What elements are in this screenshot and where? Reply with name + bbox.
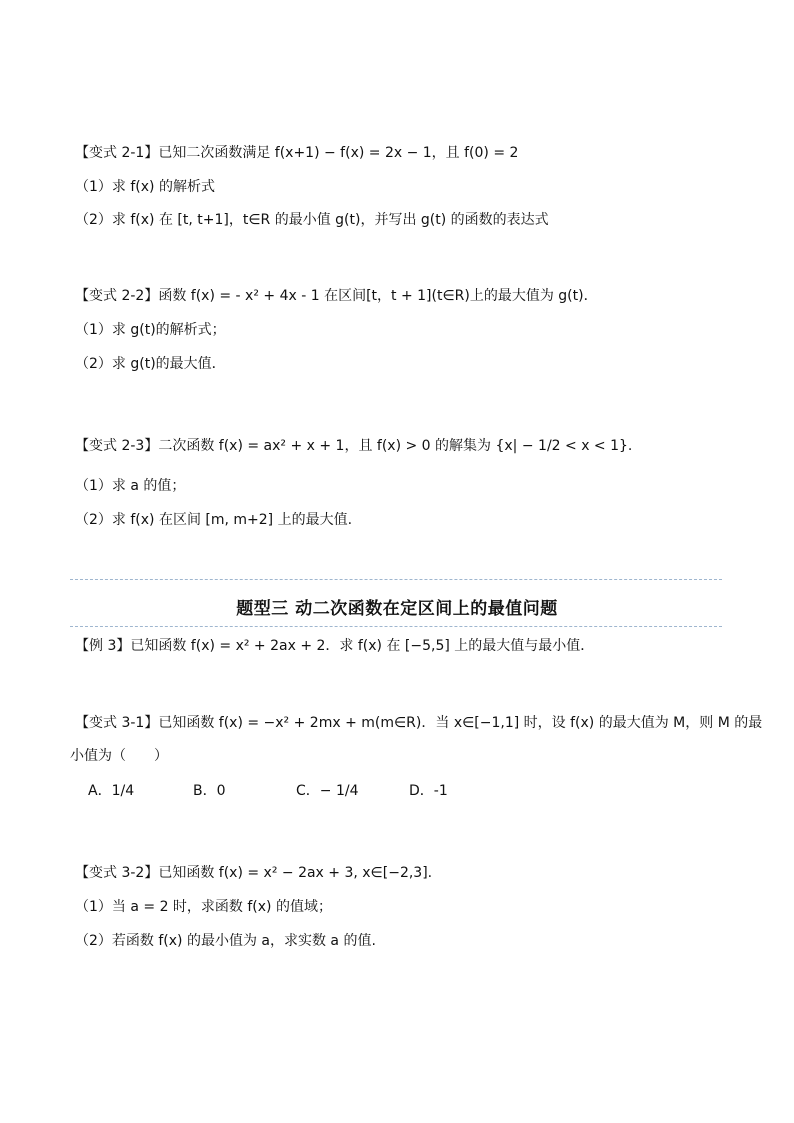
section-title: 题型三 动二次函数在定区间上的最值问题 <box>236 599 558 619</box>
variant-2-3-stem: 【变式 2-3】二次函数 f(x) = ax² + x + 1，且 f(x) > 0 的解集为 {x| − 1/2 < x < 1}. <box>75 438 633 454</box>
option-a: A．1/4 <box>88 783 135 799</box>
variant-3-1-stem-continued: 小值为（ ） <box>70 748 168 764</box>
variant-3-2-question-1: （1）当 a = 2 时，求函数 f(x) 的值域； <box>75 899 332 915</box>
variant-2-1-question-1: （1）求 f(x) 的解析式 <box>75 179 215 195</box>
variant-2-3-question-1: （1）求 a 的值； <box>75 478 186 494</box>
option-d: D．-1 <box>409 783 448 799</box>
example-3-stem: 【例 3】已知函数 f(x) = x² + 2ax + 2．求 f(x) 在 [−5,5] 上的最大值与最小值． <box>75 638 595 654</box>
variant-2-2-question-1: （1）求 g(t)的解析式； <box>75 322 226 338</box>
variant-3-2-question-2: （2）若函数 f(x) 的最小值为 a，求实数 a 的值. <box>75 933 376 949</box>
variant-2-2-question-2: （2）求 g(t)的最大值． <box>75 356 226 372</box>
section-divider-top <box>70 579 722 580</box>
section-divider-bottom <box>70 626 722 627</box>
variant-2-3-question-2: （2）求 f(x) 在区间 [m, m+2] 上的最大值. <box>75 512 353 528</box>
variant-2-1-question-2: （2）求 f(x) 在 [t, t+1]，t∈R 的最小值 g(t)，并写出 g(t) 的函数的表达式 <box>75 212 549 228</box>
variant-2-1-stem: 【变式 2-1】已知二次函数满足 f(x+1) − f(x) = 2x − 1，且 f(0) = 2 <box>75 145 519 161</box>
variant-2-2-stem: 【变式 2-2】函数 f(x) = - x² + 4x - 1 在区间[t，t + 1](t∈R)上的最大值为 g(t)． <box>75 288 598 304</box>
variant-3-2-stem: 【变式 3-2】已知函数 f(x) = x² − 2ax + 3, x∈[−2,3]. <box>75 865 433 881</box>
option-c: C．− 1/4 <box>296 783 359 799</box>
variant-3-1-stem: 【变式 3-1】已知函数 f(x) = −x² + 2mx + m(m∈R)．当 x∈[−1,1] 时，设 f(x) 的最大值为 M，则 M 的最 <box>75 715 763 731</box>
option-b: B．0 <box>193 783 226 799</box>
